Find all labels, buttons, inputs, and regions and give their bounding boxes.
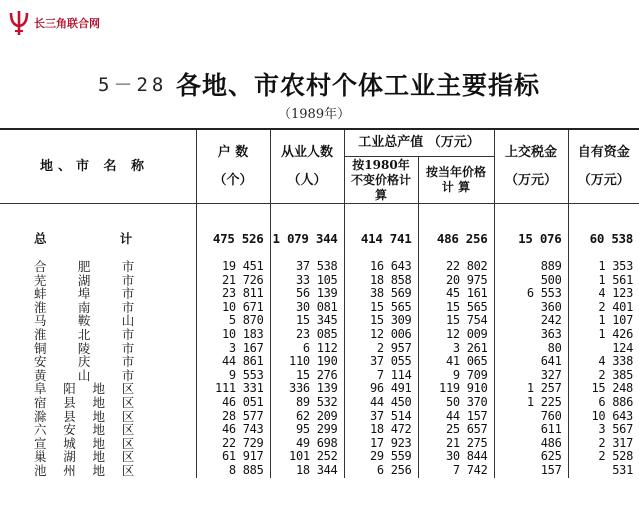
cell-capital: 10 643 <box>568 410 639 424</box>
cell-employees: 62 209 <box>270 410 344 424</box>
table-row <box>0 437 639 451</box>
cell-employees: 110 190 <box>270 355 344 369</box>
spacer-row <box>0 204 639 231</box>
cell-capital: 6 886 <box>568 396 639 410</box>
header-output-group: 工业总产值 （万元） <box>344 129 494 157</box>
cell-tax: 363 <box>494 328 568 342</box>
cell-output-current: 50 370 <box>418 396 494 410</box>
region-name <box>0 314 196 328</box>
region-name-char: 地 <box>92 394 105 410</box>
region-name-char: 山 <box>121 313 134 329</box>
table-row <box>0 260 639 274</box>
cell-households: 8 885 <box>196 464 270 478</box>
cell-employees: 15 276 <box>270 369 344 383</box>
cell-output-1980: 6 256 <box>344 464 418 478</box>
cell-capital: 1 353 <box>568 260 639 274</box>
region-name-char: 六 <box>34 422 47 438</box>
cell-output-1980: 12 006 <box>344 328 418 342</box>
cell-output-current: 119 910 <box>418 382 494 396</box>
region-name <box>0 342 196 356</box>
cell-employees: 33 105 <box>270 274 344 288</box>
cell-tax: 6 553 <box>494 287 568 301</box>
table-number: 5－28 <box>98 74 168 96</box>
region-name-char: 区 <box>121 435 134 451</box>
region-name-char: 市 <box>121 299 134 315</box>
region-name-char: 淮 <box>34 326 47 342</box>
region-name-char: 地 <box>92 381 105 397</box>
table-row <box>0 410 639 424</box>
cell-households: 10 671 <box>196 301 270 315</box>
header-households-label: 户 数 <box>217 144 249 160</box>
cell-output-1980: 7 114 <box>344 369 418 383</box>
header-output-1980: 按1980年不变价格计 算 <box>344 157 418 204</box>
region-name <box>0 260 196 274</box>
header-tax <box>494 129 568 204</box>
cell-employees: 18 344 <box>270 464 344 478</box>
region-name <box>0 287 196 301</box>
cell-tax: 327 <box>494 369 568 383</box>
cell-capital: 3 567 <box>568 423 639 437</box>
cell-output-current: 7 742 <box>418 464 494 478</box>
region-name-char: 湖 <box>63 449 76 465</box>
cell-capital: 1 107 <box>568 314 639 328</box>
total-label-char: 计 <box>119 231 132 247</box>
cell-capital: 531 <box>568 464 639 478</box>
region-name-char: 铜 <box>34 340 47 356</box>
region-name <box>0 328 196 342</box>
region-name-char: 县 <box>63 394 76 410</box>
logo-text: 长三角联合网 <box>34 17 100 30</box>
region-name-char: 陵 <box>77 340 91 356</box>
table-body <box>0 204 639 478</box>
table-row <box>0 274 639 288</box>
cell-employees: 101 252 <box>270 450 344 464</box>
cell-output-1980: 2 957 <box>344 342 418 356</box>
cell-capital: 4 338 <box>568 355 639 369</box>
cell-capital: 1 561 <box>568 274 639 288</box>
region-name-char: 区 <box>121 462 134 478</box>
region-name-char: 肥 <box>77 259 91 274</box>
cell-employees: 37 538 <box>270 260 344 274</box>
cell-employees: 49 698 <box>270 437 344 451</box>
cell-output-current: 25 657 <box>418 423 494 437</box>
region-name-char: 区 <box>121 422 134 438</box>
table-row <box>0 382 639 396</box>
header-employees-unit: （人） <box>287 172 327 188</box>
cell-employees: 6 112 <box>270 342 344 356</box>
region-name-char: 庆 <box>77 354 91 370</box>
cell-tax: 360 <box>494 301 568 315</box>
header-employees-label: 从业人数 <box>280 144 333 160</box>
header-employees <box>270 129 344 204</box>
region-name-char: 市 <box>121 367 134 383</box>
cell-employees: 23 085 <box>270 328 344 342</box>
cell-households: 22 729 <box>196 437 270 451</box>
cell-output-current: 45 161 <box>418 287 494 301</box>
total-capital: 60 538 <box>568 230 639 248</box>
cell-households: 9 553 <box>196 369 270 383</box>
region-name-char: 县 <box>63 408 76 424</box>
cell-capital: 2 401 <box>568 301 639 315</box>
region-name-char: 市 <box>121 286 134 302</box>
region-name-char: 市 <box>121 272 134 288</box>
region-name-char: 城 <box>63 435 76 451</box>
cell-tax: 157 <box>494 464 568 478</box>
region-name-char: 地 <box>92 422 105 438</box>
cell-tax: 500 <box>494 274 568 288</box>
header-region: 地、市 名 称 <box>0 129 196 204</box>
region-name-char: 市 <box>121 354 134 370</box>
cell-output-1980: 44 450 <box>344 396 418 410</box>
region-name-char: 安 <box>34 354 47 370</box>
region-name-char: 蚌 <box>34 286 47 302</box>
cell-households: 19 451 <box>196 260 270 274</box>
region-name-char: 北 <box>77 326 91 342</box>
region-name <box>0 450 196 464</box>
region-name-char: 安 <box>63 422 76 438</box>
total-output-1980: 414 741 <box>344 230 418 248</box>
table-year: （1989年） <box>278 107 351 122</box>
region-name-char: 南 <box>77 299 91 315</box>
region-name-char: 滁 <box>34 408 47 424</box>
table-title-text: 各地、市农村个体工业主要指标 <box>176 71 541 100</box>
table-row <box>0 423 639 437</box>
region-name-char: 合 <box>34 259 47 274</box>
cell-tax: 611 <box>494 423 568 437</box>
region-name-char: 市 <box>121 340 134 356</box>
region-name-char: 区 <box>121 449 134 465</box>
cell-tax: 1 225 <box>494 396 568 410</box>
cell-tax: 641 <box>494 355 568 369</box>
cell-households: 21 726 <box>196 274 270 288</box>
table-row <box>0 301 639 315</box>
header-tax-unit: （万元） <box>504 172 557 188</box>
cell-output-current: 22 802 <box>418 260 494 274</box>
region-name-char: 宿 <box>34 394 47 410</box>
cell-output-current: 9 709 <box>418 369 494 383</box>
region-name-char: 阳 <box>63 381 76 397</box>
region-name-char: 马 <box>34 313 47 329</box>
region-name-char: 地 <box>92 462 105 478</box>
region-name <box>0 464 196 478</box>
cell-tax: 242 <box>494 314 568 328</box>
region-name-char: 州 <box>63 462 76 478</box>
cell-output-1980: 38 569 <box>344 287 418 301</box>
total-label-char: 总 <box>34 231 47 247</box>
region-name <box>0 301 196 315</box>
region-name-char: 鞍 <box>77 313 91 329</box>
table-row <box>0 328 639 342</box>
region-name-char: 淮 <box>34 299 47 315</box>
table-row <box>0 464 639 478</box>
cell-output-current: 12 009 <box>418 328 494 342</box>
cell-employees: 95 299 <box>270 423 344 437</box>
header-capital <box>568 129 639 204</box>
region-name <box>0 437 196 451</box>
region-name-char: 地 <box>92 449 105 465</box>
cell-households: 111 331 <box>196 382 270 396</box>
cell-output-current: 15 565 <box>418 301 494 315</box>
cell-employees: 15 345 <box>270 314 344 328</box>
cell-output-current: 20 975 <box>418 274 494 288</box>
cell-capital: 2 385 <box>568 369 639 383</box>
table-row <box>0 287 639 301</box>
cell-households: 46 743 <box>196 423 270 437</box>
cell-output-1980: 96 491 <box>344 382 418 396</box>
cell-output-current: 21 275 <box>418 437 494 451</box>
cell-households: 28 577 <box>196 410 270 424</box>
cell-capital: 2 317 <box>568 437 639 451</box>
cell-households: 46 051 <box>196 396 270 410</box>
region-name-char: 芜 <box>34 272 47 288</box>
cell-output-current: 30 844 <box>418 450 494 464</box>
header-households-unit: （个） <box>213 172 253 188</box>
logo <box>8 8 100 38</box>
region-name-char: 市 <box>121 326 134 342</box>
cell-tax: 486 <box>494 437 568 451</box>
total-employees: 1 079 344 <box>270 230 344 248</box>
region-name-char: 埠 <box>77 286 91 302</box>
region-name-char: 市 <box>121 259 134 274</box>
region-name-char: 区 <box>121 408 134 424</box>
cell-capital: 1 426 <box>568 328 639 342</box>
region-name-char: 宣 <box>34 435 47 451</box>
cell-output-1980: 15 565 <box>344 301 418 315</box>
cell-output-1980: 37 055 <box>344 355 418 369</box>
total-tax: 15 076 <box>494 230 568 248</box>
table-row <box>0 369 639 383</box>
table-row <box>0 342 639 356</box>
cell-households: 3 167 <box>196 342 270 356</box>
total-households: 475 526 <box>196 230 270 248</box>
cell-employees: 336 139 <box>270 382 344 396</box>
region-name-char: 湖 <box>77 272 91 288</box>
total-output-current: 486 256 <box>418 230 494 248</box>
cell-tax: 889 <box>494 260 568 274</box>
cell-tax: 1 257 <box>494 382 568 396</box>
region-name-char: 地 <box>92 408 105 424</box>
cell-output-1980: 29 559 <box>344 450 418 464</box>
header-output-current: 按当年价格 计 算 <box>418 157 494 204</box>
header-capital-label: 自有资金 <box>577 144 630 160</box>
cell-capital: 15 248 <box>568 382 639 396</box>
region-name-char: 地 <box>92 435 105 451</box>
cell-capital: 4 123 <box>568 287 639 301</box>
cell-output-1980: 18 472 <box>344 423 418 437</box>
cell-employees: 56 139 <box>270 287 344 301</box>
cell-output-1980: 17 923 <box>344 437 418 451</box>
cell-output-current: 3 261 <box>418 342 494 356</box>
cell-output-current: 15 754 <box>418 314 494 328</box>
cell-tax: 760 <box>494 410 568 424</box>
header-capital-unit: （万元） <box>577 172 630 188</box>
table-row <box>0 314 639 328</box>
region-name <box>0 410 196 424</box>
cell-households: 10 183 <box>196 328 270 342</box>
cell-output-1980: 37 514 <box>344 410 418 424</box>
cell-households: 5 870 <box>196 314 270 328</box>
region-name <box>0 369 196 383</box>
cell-capital: 2 528 <box>568 450 639 464</box>
region-name <box>0 274 196 288</box>
cell-output-1980: 15 309 <box>344 314 418 328</box>
cell-households: 23 811 <box>196 287 270 301</box>
logo-icon <box>8 9 30 37</box>
table-row <box>0 355 639 369</box>
cell-tax: 80 <box>494 342 568 356</box>
data-table <box>0 128 639 478</box>
cell-output-1980: 16 643 <box>344 260 418 274</box>
region-name-char: 池 <box>34 462 47 478</box>
cell-employees: 89 532 <box>270 396 344 410</box>
region-name <box>0 382 196 396</box>
total-row <box>0 230 639 248</box>
region-name <box>0 396 196 410</box>
region-name-char: 巢 <box>34 449 47 465</box>
region-name-char: 黄 <box>34 367 47 383</box>
cell-output-current: 41 065 <box>418 355 494 369</box>
total-label <box>0 230 196 248</box>
table-row <box>0 450 639 464</box>
region-name <box>0 355 196 369</box>
cell-households: 61 917 <box>196 450 270 464</box>
header-households <box>196 129 270 204</box>
region-name-char: 阜 <box>34 381 47 397</box>
cell-tax: 625 <box>494 450 568 464</box>
cell-output-current: 44 157 <box>418 410 494 424</box>
cell-output-1980: 18 858 <box>344 274 418 288</box>
cell-employees: 30 081 <box>270 301 344 315</box>
region-name-char: 区 <box>121 394 134 410</box>
table-row <box>0 396 639 410</box>
region-name-char: 山 <box>77 367 91 383</box>
header-tax-label: 上交税金 <box>504 144 557 160</box>
region-name-char: 区 <box>121 381 134 397</box>
cell-capital: 124 <box>568 342 639 356</box>
region-name <box>0 423 196 437</box>
cell-households: 44 861 <box>196 355 270 369</box>
